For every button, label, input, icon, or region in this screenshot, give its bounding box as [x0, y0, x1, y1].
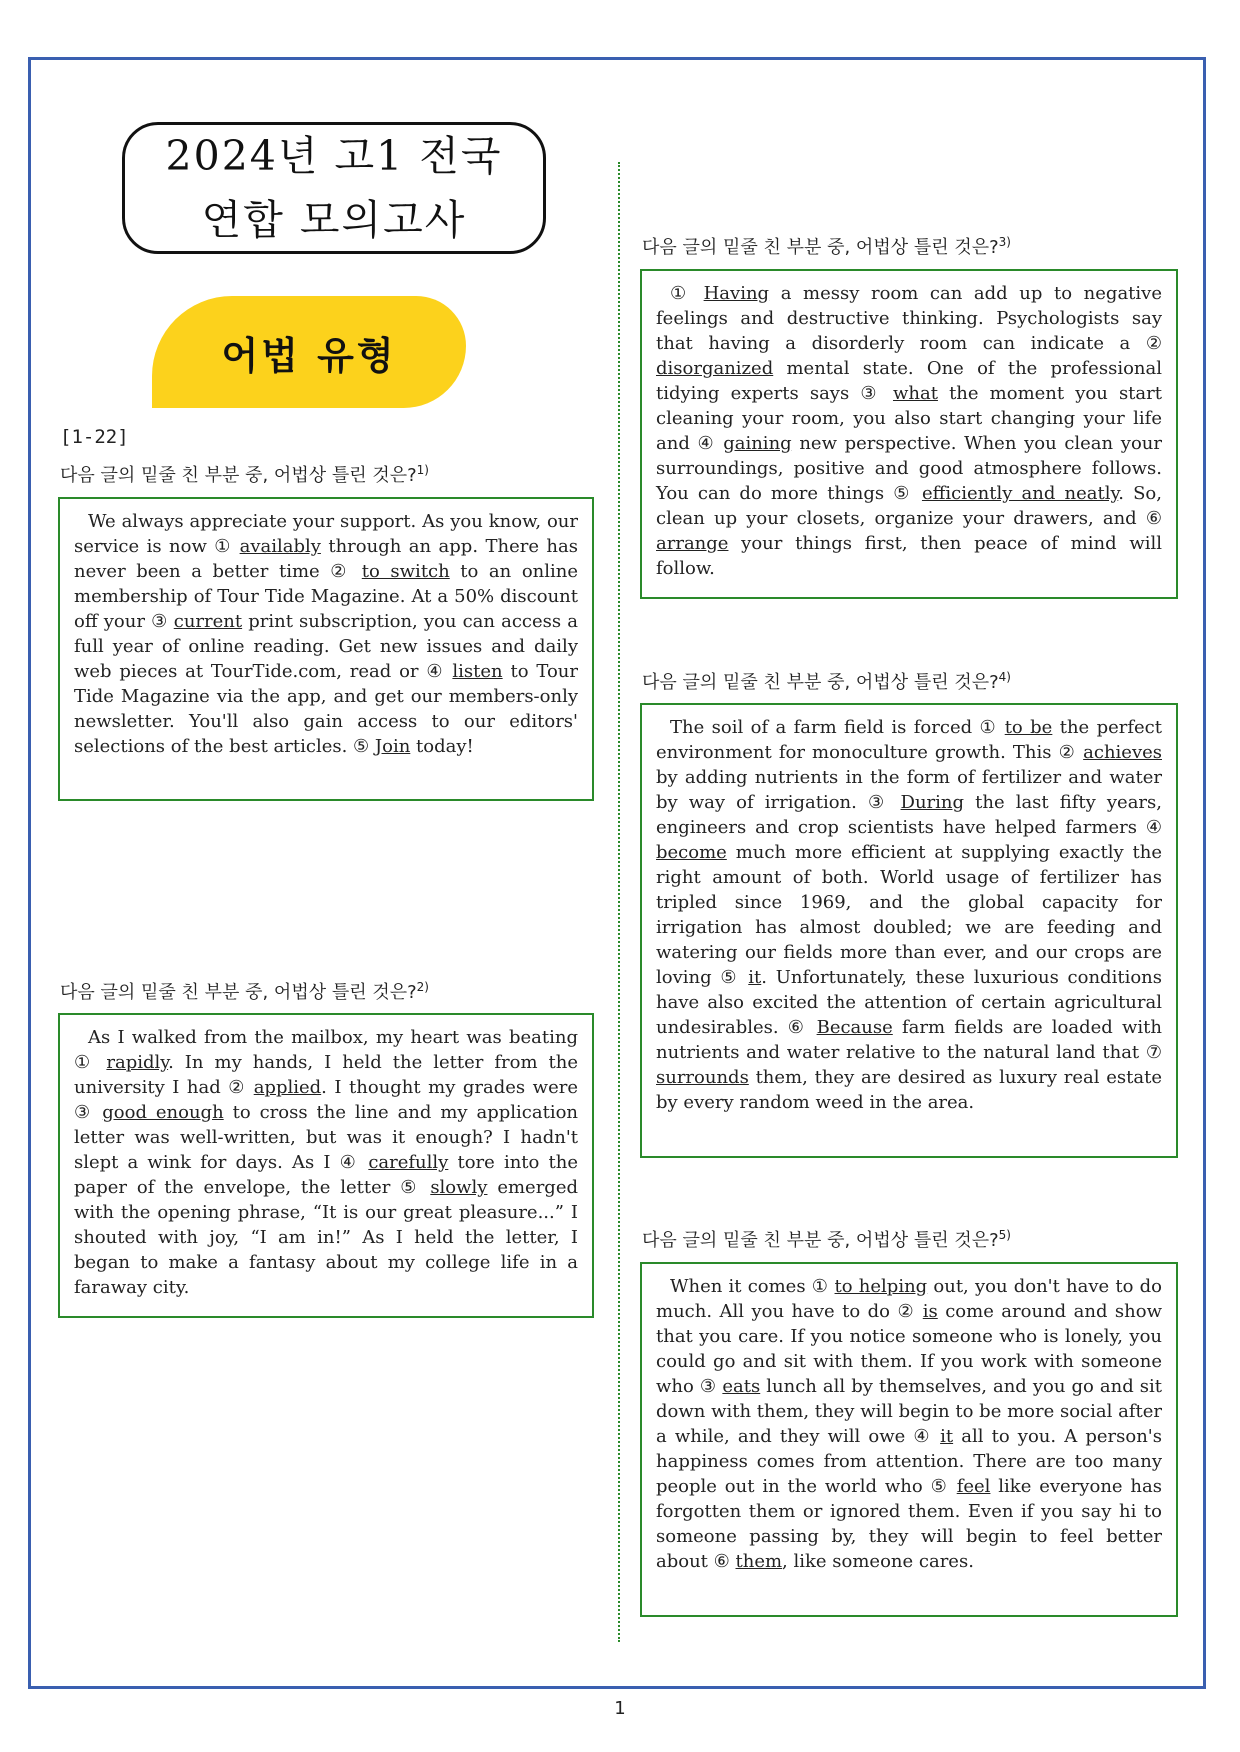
passage-text-segment: , like someone cares.: [782, 1551, 974, 1572]
underlined-choice: to helping: [834, 1276, 928, 1297]
passage-text-segment: all to you. A person's happiness comes from attention. There are too many people out in the world who ⑤: [656, 1426, 1162, 1497]
underlined-choice: eats: [722, 1376, 761, 1397]
passage-text-segment: When it comes ①: [670, 1276, 835, 1297]
question-4-prompt-text: 다음 글의 밑줄 친 부분 중, 어법상 틀린 것은?: [642, 672, 999, 693]
question-2-prompt-text: 다음 글의 밑줄 친 부분 중, 어법상 틀린 것은?: [60, 982, 417, 1003]
underlined-choice: Because: [816, 1017, 893, 1038]
underlined-choice: gaining: [723, 433, 792, 454]
question-5-prompt: [642, 1226, 1011, 1252]
question-4-prompt: [642, 668, 1011, 694]
question-1-footnote: 1): [416, 463, 429, 477]
passage-text-segment: the moment you start cleaning your room, you also start changing your life and ④: [656, 383, 1162, 454]
underlined-choice: them: [735, 1551, 783, 1572]
question-4-passage: [640, 703, 1178, 1158]
passage-text-segment: the last fifty years, engineers and crop scientists have helped farmers ④: [656, 792, 1162, 838]
passage-text-segment: a messy room can add up to negative feelings and destructive thinking. Psychologists say that having a disorderly room can indicate a ②: [656, 283, 1162, 354]
underlined-choice: good enough: [102, 1102, 224, 1123]
underlined-choice: During: [900, 792, 965, 813]
passage-text-segment: lunch all by themselves, and you go and sit down with them, they will begin to be more social after a while, and they will owe ④: [656, 1376, 1162, 1447]
question-1-passage: [58, 497, 594, 801]
passage-text-segment: come around and show that you care. If you notice someone who is lonely, you could go and sit with them. If you work with someone who ③: [656, 1301, 1163, 1397]
question-5-passage: [640, 1262, 1178, 1617]
column-divider: [618, 162, 620, 1642]
underlined-choice: to switch: [361, 561, 450, 582]
passage-text-segment: by adding nutrients in the form of fertilizer and water by way of irrigation. ③: [656, 767, 1162, 813]
question-1-prompt: [60, 461, 429, 487]
underlined-choice: surrounds: [656, 1067, 749, 1088]
passage-text-segment: to cross the line and my application letter was well-written, but was it enough? I hadn't slept a wink for days. As I ④: [74, 1102, 579, 1173]
question-5-passage-text: [656, 1274, 1162, 1574]
passage-text-segment: them, they are desired as luxury real estate by every random weed in the area.: [656, 1067, 1162, 1113]
question-2-passage: [58, 1013, 594, 1318]
passage-text-segment: out, you don't have to do much. All you have to do ②: [656, 1276, 1162, 1322]
underlined-choice: it: [748, 967, 762, 988]
passage-text-segment: . I thought my grades were ③: [74, 1077, 578, 1123]
question-4-footnote: 4): [998, 670, 1011, 684]
passage-text-segment: We always appreciate your support. As you know, our service is now ①: [74, 511, 578, 557]
question-1-passage-text: [74, 509, 578, 759]
passage-text-segment: to an online membership of Tour Tide Magazine. At a 50% discount off your ③: [74, 561, 579, 632]
underlined-choice: achieves: [1083, 742, 1162, 763]
underlined-choice: is: [922, 1301, 938, 1322]
underlined-choice: efficiently and neatly: [921, 483, 1119, 504]
passage-text-segment: tore into the paper of the envelope, the letter ⑤: [74, 1152, 578, 1198]
passage-text-segment: ①: [670, 283, 704, 304]
underlined-choice: disorganized: [656, 358, 774, 379]
underlined-choice: what: [892, 383, 938, 404]
passage-text-segment: The soil of a farm field is forced ①: [670, 717, 1005, 738]
question-5-footnote: 5): [998, 1228, 1011, 1242]
underlined-choice: become: [656, 842, 727, 863]
underlined-choice: slowly: [430, 1177, 488, 1198]
underlined-choice: Having: [703, 283, 770, 304]
passage-text-segment: through an app. There has never been a better time ②: [74, 536, 578, 582]
passage-text-segment: like everyone has forgotten them or ignored them. Even if you say hi to someone passing by, they will begin to feel better about ⑥: [656, 1476, 1162, 1572]
question-3-passage: [640, 269, 1178, 599]
passage-text-segment: print subscription, you can access a full year of online reading. Get new issues and daily web pieces at TourTide.com, read or ④: [74, 611, 578, 682]
passage-text-segment: As I walked from the mailbox, my heart was beating ①: [74, 1027, 578, 1073]
underlined-choice: listen: [452, 661, 503, 682]
underlined-choice: arrange: [656, 533, 729, 554]
passage-text-segment: . So, clean up your closets, organize your drawers, and ⑥: [656, 483, 1162, 529]
passage-text-segment: . Unfortunately, these luxurious conditions have also excited the attention of certain agricultural undesirables. ⑥: [656, 967, 1162, 1038]
question-2-prompt: [60, 978, 429, 1004]
passage-text-segment: . In my hands, I held the letter from the university I had ②: [74, 1052, 579, 1098]
exam-title-line-1: 2024년 고1 전국: [165, 132, 503, 180]
exam-title-line-2: 연합 모의고사: [201, 196, 467, 244]
question-2-passage-text: [74, 1025, 578, 1300]
underlined-choice: current: [173, 611, 243, 632]
underlined-choice: availably: [239, 536, 321, 557]
question-3-passage-text: [656, 281, 1162, 581]
underlined-choice: to be: [1004, 717, 1053, 738]
question-5-prompt-text: 다음 글의 밑줄 친 부분 중, 어법상 틀린 것은?: [642, 1230, 999, 1251]
underlined-choice: Join: [374, 736, 411, 757]
question-3-footnote: 3): [998, 235, 1011, 249]
question-range: [1-22]: [60, 426, 129, 448]
passage-text-segment: the perfect environment for monoculture growth. This ②: [656, 717, 1163, 763]
passage-text-segment: mental state. One of the professional tidying experts says ③: [656, 358, 1162, 404]
passage-text-segment: farm fields are loaded with nutrients and water relative to the natural land that ⑦: [656, 1017, 1162, 1063]
question-4-passage-text: [656, 715, 1162, 1115]
passage-text-segment: new perspective. When you clean your surroundings, positive and good atmosphere follows. You can do more things ⑤: [656, 433, 1162, 504]
question-2-footnote: 2): [416, 980, 429, 994]
passage-text-segment: today!: [410, 736, 474, 757]
underlined-choice: rapidly: [106, 1052, 169, 1073]
question-3-prompt-text: 다음 글의 밑줄 친 부분 중, 어법상 틀린 것은?: [642, 237, 999, 258]
question-1-prompt-text: 다음 글의 밑줄 친 부분 중, 어법상 틀린 것은?: [60, 465, 417, 486]
underlined-choice: feel: [956, 1476, 991, 1497]
underlined-choice: carefully: [368, 1152, 449, 1173]
passage-text-segment: much more efficient at supplying exactly the right amount of both. World usage of fertilizer has tripled since 1969, and the global capacity for irrigation has almost doubled; we are feeding and watering our fields more than ever, and our crops are loving ⑤: [656, 842, 1162, 988]
page-number: 1: [614, 1698, 626, 1719]
passage-text-segment: your things first, then peace of mind will follow.: [656, 533, 1162, 579]
passage-text-segment: to Tour Tide Magazine via the app, and get our members-only newsletter. You'll also gain access to our editors' selections of the best articles. ⑤: [74, 661, 578, 757]
underlined-choice: applied: [253, 1077, 322, 1098]
section-badge: [152, 296, 466, 408]
underlined-choice: it: [940, 1426, 954, 1447]
exam-title-box: [122, 122, 546, 254]
question-3-prompt: [642, 233, 1011, 259]
passage-text-segment: emerged with the opening phrase, “It is our great pleasure...” I shouted with joy, “I am in!” As I held the letter, I began to make a fantasy about my college life in a faraway city.: [74, 1177, 578, 1298]
section-badge-label: 어법 유형: [221, 333, 397, 378]
